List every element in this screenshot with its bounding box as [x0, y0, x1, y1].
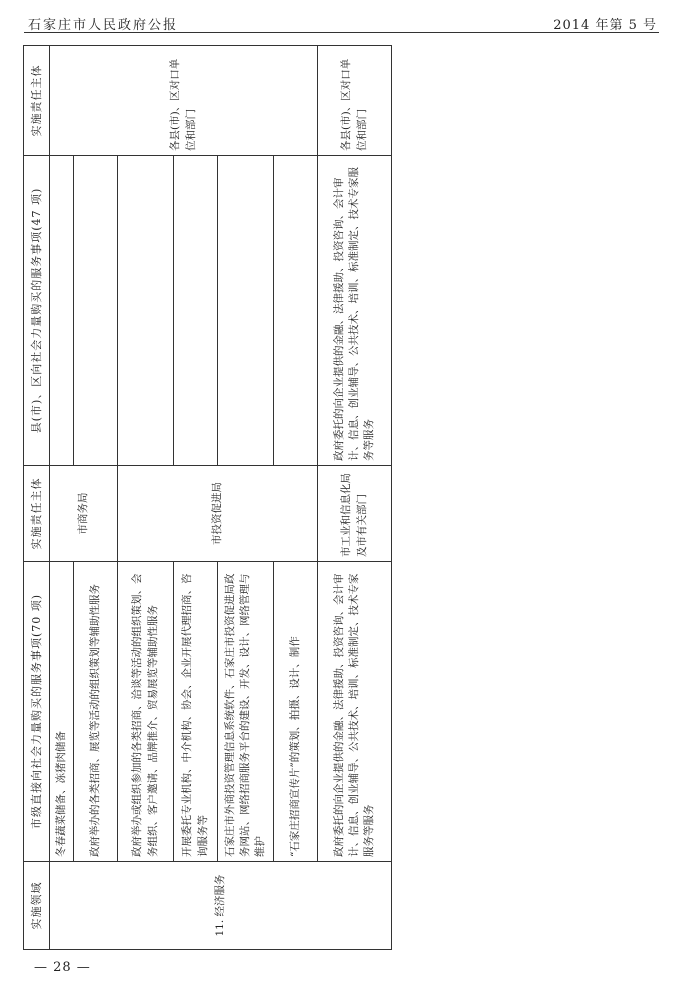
col-header-county-items: 县(市)、区向社会力量购买的服务事项(47 项)	[24, 156, 50, 466]
city-item-cell: 石家庄市外商投资管理信息系统软件、石家庄市投资促进局政务网站、网络招商服务平台的建设、开发、设计、网络管理与维护	[218, 562, 274, 862]
city-item-cell: 政府委托的向企业提供的金融、法律援助、投资咨询、会计审计、信息、创业辅导、公共技术、培训、标准制定、技术专家服务等服务	[318, 562, 392, 862]
county-item-cell	[74, 156, 118, 466]
city-item-cell: “石家庄招商宣传片”的策划、拍摄、设计、制作	[274, 562, 318, 862]
gazette-title: 石家庄市人民政府公报	[28, 18, 179, 33]
city-item-cell: 开展委托专业机构、中介机构、协会、企业开展代理招商、咨询服务等	[174, 562, 218, 862]
city-item-cell: 政府举办或组织参加的各类招商、洽谈等活动的组织策划、会务组织、客户邀请、品牌推介、贸易展览等辅助性服务	[118, 562, 174, 862]
city-subject-cell: 市商务局	[50, 466, 118, 562]
city-subject-cell: 市工业和信息化局及市有关部门	[318, 466, 392, 562]
col-header-domain: 实施领域	[24, 862, 50, 950]
header-divider	[24, 32, 659, 33]
county-subject-cell: 各县(市)、区对口单位和部门	[318, 46, 392, 156]
domain-cell: 11. 经济服务	[50, 862, 392, 950]
table-row	[50, 46, 74, 950]
table-row	[118, 46, 174, 950]
county-item-cell	[274, 156, 318, 466]
issue-number: 2014 年第 5 号	[553, 18, 657, 33]
page-number: — 28 —	[34, 960, 91, 975]
county-subject-cell: 各县(市)、区对口单位和部门	[50, 46, 318, 156]
city-item-cell: 政府举办的各类招商、展览等活动的组织策划等辅助性服务	[74, 562, 118, 862]
city-item-cell: 冬春蔬菜储备、冻猪肉储备	[50, 562, 74, 862]
county-item-cell	[50, 156, 74, 466]
city-subject-cell: 市投资促进局	[118, 466, 318, 562]
rotated-table-container	[23, 46, 391, 950]
table-header-row	[24, 46, 50, 950]
col-header-city-items: 市级直接向社会力量购买的服务事项(70 项)	[24, 562, 50, 862]
county-item-cell: 政府委托的向企业提供的金融、法律援助、投资咨询、会计审计、信息、创业辅导、公共技术、培训、标准制定、技术专家服务等服务	[318, 156, 392, 466]
service-items-table	[23, 45, 392, 950]
col-header-city-subject: 实施责任主体	[24, 466, 50, 562]
county-item-cell	[218, 156, 274, 466]
col-header-county-subject: 实施责任主体	[24, 46, 50, 156]
table-row	[318, 46, 392, 950]
county-item-cell	[118, 156, 174, 466]
county-item-cell	[174, 156, 218, 466]
